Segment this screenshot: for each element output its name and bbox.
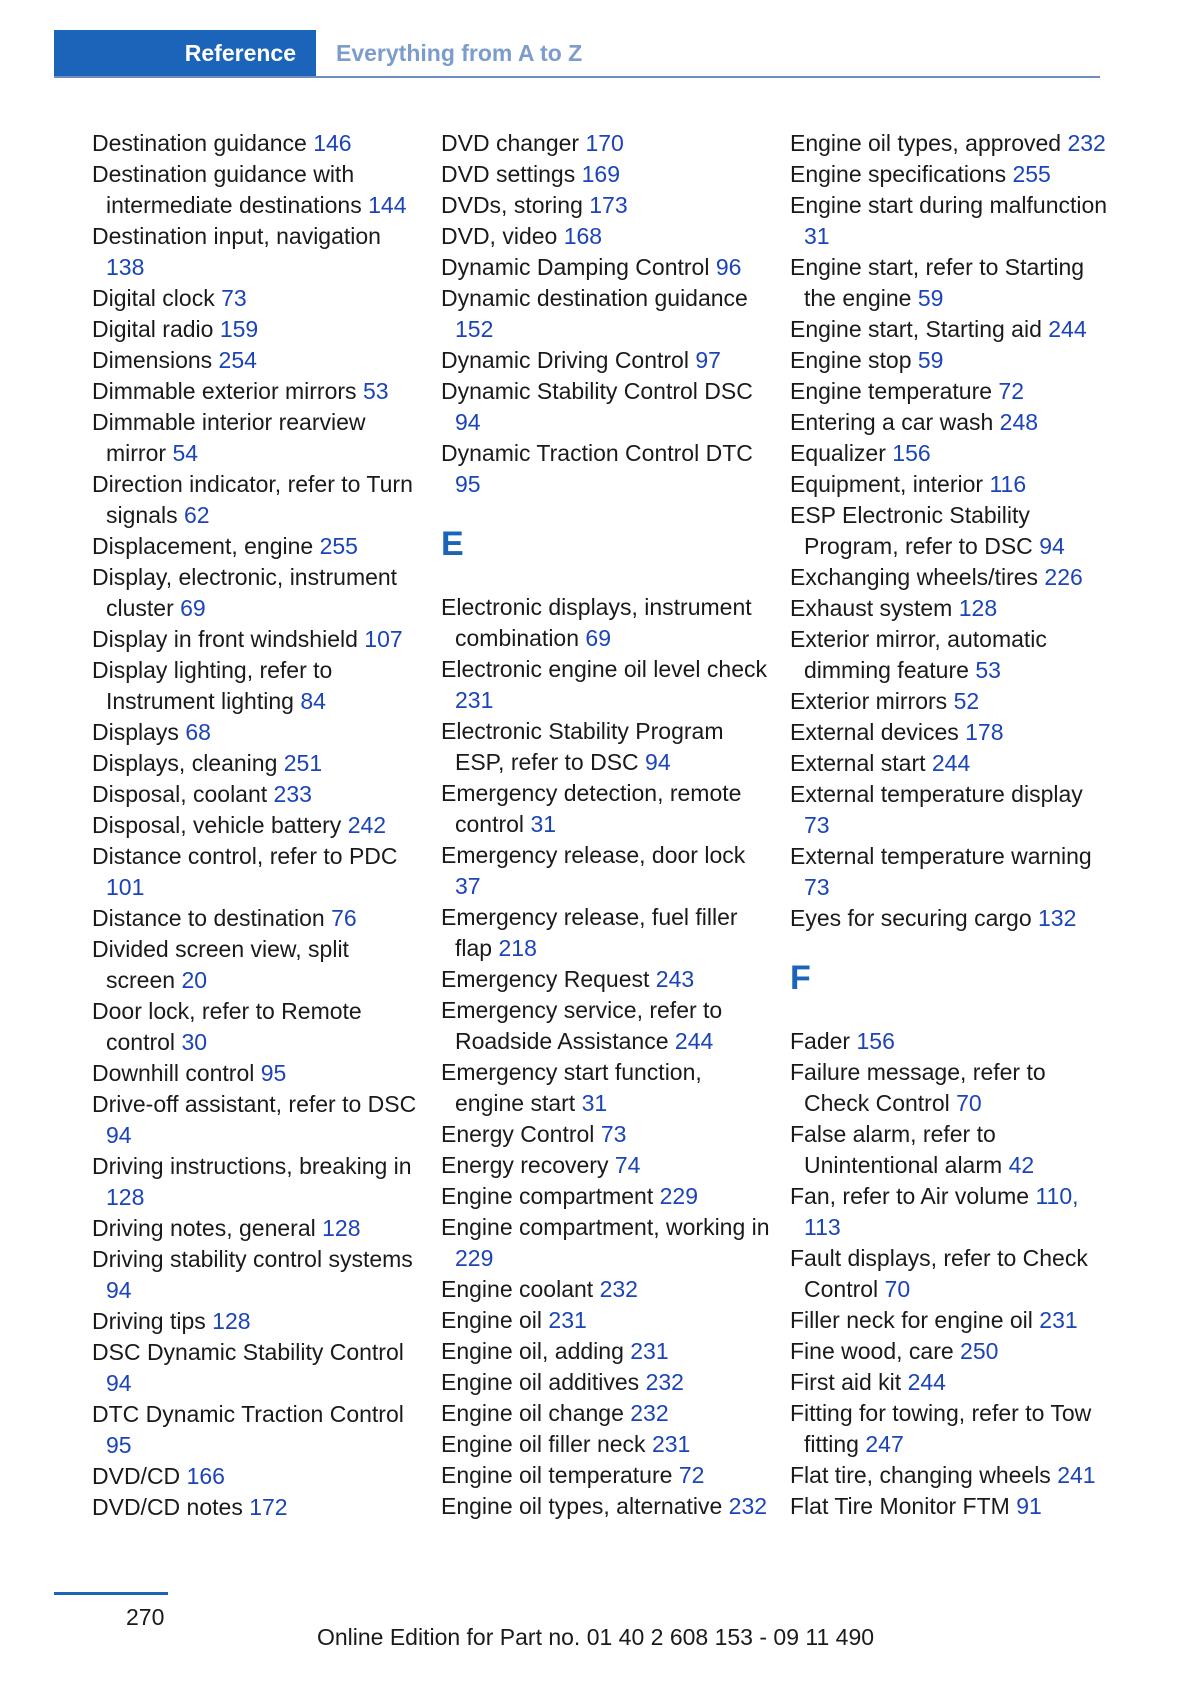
index-term: Energy Control — [441, 1121, 601, 1147]
page-reference-link[interactable]: 74 — [614, 1152, 641, 1178]
index-term: Entering a car wash — [790, 409, 1000, 435]
page-reference-link[interactable]: 231 — [630, 1338, 669, 1364]
index-entry — [92, 469, 422, 531]
page-reference-link[interactable]: 231 — [1039, 1307, 1078, 1333]
index-term: Exchanging wheels/tires — [790, 564, 1045, 590]
page-reference-link[interactable]: 226 — [1044, 564, 1083, 590]
index-entry — [790, 469, 1110, 500]
index-term: Displacement, engine — [92, 533, 320, 559]
index-entry — [92, 1058, 422, 1089]
index-term: Engine temperature — [790, 378, 999, 404]
index-term: Downhill control — [92, 1060, 261, 1086]
page-reference-link[interactable]: 168 — [563, 223, 603, 249]
index-entry — [790, 314, 1110, 345]
index-entry — [441, 902, 771, 964]
index-entry — [441, 964, 771, 995]
index-term: Dynamic Damping Control — [441, 254, 716, 280]
page-reference-link[interactable]: 94 — [106, 1277, 132, 1303]
page-reference-link[interactable]: 97 — [695, 347, 721, 373]
page-reference-link[interactable]: 255 — [1012, 161, 1051, 187]
page-reference-link[interactable]: 128 — [322, 1215, 361, 1241]
page-reference-link[interactable]: 31 — [804, 223, 830, 249]
page-reference-link[interactable]: 178 — [965, 719, 1004, 745]
index-term: Engine oil temperature — [441, 1462, 679, 1488]
index-term: External devices — [790, 719, 966, 745]
page-reference-link[interactable]: 107 — [364, 626, 403, 652]
index-entry — [441, 190, 771, 221]
index-term: Engine oil types, alternative — [441, 1493, 729, 1519]
index-entry — [92, 1089, 422, 1151]
index-entry — [92, 1337, 422, 1399]
index-entry — [441, 1119, 771, 1150]
index-term: Driving stability control systems — [92, 1246, 413, 1272]
index-entry — [92, 1399, 422, 1461]
page-reference-link[interactable]: 156 — [856, 1028, 895, 1054]
index-entry — [92, 903, 422, 934]
index-term: DVDs, storing — [441, 192, 590, 218]
page-reference-link[interactable]: 229 — [455, 1245, 494, 1271]
page-reference-link[interactable]: 128 — [106, 1184, 145, 1210]
index-term: Direction indicator, refer to Turn signals — [92, 471, 413, 528]
page-reference-link[interactable]: 68 — [185, 719, 211, 745]
index-entry — [790, 1057, 1110, 1119]
page-reference-link[interactable]: 233 — [273, 781, 312, 807]
page-reference-link[interactable]: 173 — [589, 192, 628, 218]
index-term: Display, electronic, instrument cluster — [92, 564, 398, 621]
page-reference-link[interactable]: 244 — [907, 1369, 946, 1395]
index-entry — [441, 1212, 771, 1274]
page-reference-link[interactable]: 128 — [958, 595, 998, 621]
page-reference-link[interactable]: 156 — [892, 440, 931, 466]
index-entry — [92, 624, 422, 655]
index-term: ESP Electronic Stability Program, refer to DSC — [790, 502, 1040, 559]
index-entry — [92, 1492, 422, 1523]
page-reference-link[interactable]: 250 — [960, 1338, 999, 1364]
page-reference-link[interactable]: 232 — [630, 1400, 669, 1426]
page-reference-link[interactable]: 20 — [181, 967, 208, 993]
index-entry — [790, 841, 1110, 903]
footer-rule — [54, 1592, 168, 1595]
index-term: Emergency detection, remote control — [441, 780, 742, 837]
index-term: Driving tips — [92, 1308, 213, 1334]
index-term: Exterior mirror, automatic dimming feature — [790, 626, 1047, 683]
page-reference-link[interactable]: 247 — [865, 1431, 904, 1457]
page-reference-link[interactable]: 69 — [180, 595, 206, 621]
page-reference-link[interactable]: 132 — [1038, 905, 1077, 931]
index-term: DVD/CD notes — [92, 1494, 250, 1520]
index-entry — [790, 1491, 1110, 1522]
index-term: DSC Dynamic Stability Control — [92, 1339, 404, 1365]
page-reference-link[interactable]: 91 — [1016, 1493, 1042, 1519]
page-reference-link[interactable]: 69 — [585, 625, 612, 651]
page-reference-link[interactable]: 232 — [645, 1369, 684, 1395]
index-column-2 — [441, 128, 771, 1522]
index-term: Emergency Request — [441, 966, 656, 992]
index-term: Displays, cleaning — [92, 750, 284, 776]
page-reference-link[interactable]: 53 — [975, 657, 1001, 683]
index-entry — [790, 624, 1110, 686]
index-term: First aid kit — [790, 1369, 908, 1395]
index-term: Dimmable exterior mirrors — [92, 378, 363, 404]
edition-note: Online Edition for Part no. 01 40 2 608 153 - 09 11 490 — [316, 1624, 875, 1650]
index-term: Distance to destination — [92, 905, 332, 931]
index-entry — [790, 1398, 1110, 1460]
index-term: Eyes for securing cargo — [790, 905, 1039, 931]
index-term: Flat tire, changing wheels — [790, 1462, 1058, 1488]
index-term: Engine oil, adding — [441, 1338, 631, 1364]
page-reference-link[interactable]: 94 — [1039, 533, 1065, 559]
page-reference-link[interactable]: 42 — [1008, 1152, 1035, 1178]
page-reference-link[interactable]: 255 — [319, 533, 358, 559]
page-reference-link[interactable]: 73 — [221, 285, 247, 311]
index-entry — [790, 1243, 1110, 1305]
index-entry — [790, 407, 1110, 438]
index-entry — [441, 1460, 771, 1491]
index-entry — [790, 903, 1110, 934]
page-reference-link[interactable]: 231 — [455, 687, 494, 713]
page-reference-link[interactable]: 152 — [455, 316, 494, 342]
index-term: Filler neck for engine oil — [790, 1307, 1040, 1333]
index-term: Dynamic Stability Control DSC — [441, 378, 753, 404]
index-term: Exhaust system — [790, 595, 959, 621]
index-entry — [92, 128, 422, 159]
page-reference-link[interactable]: 31 — [530, 811, 557, 837]
section-title: Everything from A to Z — [336, 39, 583, 66]
index-entry — [92, 717, 422, 748]
index-entry — [441, 778, 771, 840]
page-reference-link[interactable]: 70 — [884, 1276, 911, 1302]
index-entry — [92, 407, 422, 469]
page-reference-link[interactable]: 128 — [212, 1308, 251, 1334]
index-entry — [441, 159, 771, 190]
page-reference-link[interactable]: 73 — [600, 1121, 627, 1147]
page-header — [54, 30, 1100, 78]
index-letter-heading: F — [790, 959, 811, 997]
index-entry — [790, 376, 1110, 407]
index-entry — [92, 779, 422, 810]
index-term: Emergency service, refer to Roadside Assistance — [441, 997, 723, 1054]
page-reference-link[interactable]: 138 — [106, 254, 145, 280]
index-term: Display in front windshield — [92, 626, 365, 652]
index-entry — [92, 1244, 422, 1306]
index-term: Engine specifications — [790, 161, 1013, 187]
page-reference-link[interactable]: 242 — [347, 812, 387, 838]
index-term: Emergency release, door lock — [441, 842, 746, 868]
index-entry — [92, 376, 422, 407]
page-reference-link[interactable]: 172 — [249, 1494, 288, 1520]
page-reference-link[interactable]: 72 — [998, 378, 1024, 404]
index-term: Drive-off assistant, refer to DSC — [92, 1091, 417, 1117]
index-term: Engine stop — [790, 347, 918, 373]
page-reference-link[interactable]: 59 — [917, 347, 944, 373]
page-reference-link[interactable]: 94 — [106, 1122, 132, 1148]
index-term: External temperature warning — [790, 843, 1092, 869]
index-entry — [92, 841, 422, 903]
index-term: Displays — [92, 719, 186, 745]
page-reference-link[interactable]: 76 — [331, 905, 357, 931]
index-entry — [790, 1367, 1110, 1398]
page-reference-link[interactable]: 94 — [106, 1370, 132, 1396]
index-entry — [790, 1305, 1110, 1336]
index-term: Electronic engine oil level check — [441, 656, 768, 682]
index-entry — [441, 1336, 771, 1367]
page-reference-link[interactable]: 70 — [956, 1090, 982, 1116]
index-term: DVD settings — [441, 161, 582, 187]
index-term: Dynamic Driving Control — [441, 347, 696, 373]
index-entry — [441, 283, 771, 345]
index-entry — [92, 531, 422, 562]
index-term: Engine oil change — [441, 1400, 631, 1426]
index-entry — [92, 221, 422, 283]
page-reference-link[interactable]: 94 — [645, 749, 671, 775]
page-reference-link[interactable]: 254 — [218, 347, 257, 373]
index-term: Dynamic destination guidance — [441, 285, 748, 311]
index-term: Dimensions — [92, 347, 219, 373]
page-reference-link[interactable]: 37 — [455, 873, 481, 899]
index-term: Engine oil — [441, 1307, 549, 1333]
index-entry — [92, 655, 422, 717]
index-entry — [441, 252, 771, 283]
index-entry — [790, 686, 1110, 717]
index-term: Disposal, coolant — [92, 781, 274, 807]
index-term: Driving instructions, breaking in — [92, 1153, 412, 1179]
index-term: Driving notes, general — [92, 1215, 323, 1241]
page-reference-link[interactable]: 146 — [313, 130, 352, 156]
index-column-3 — [790, 128, 1110, 1522]
index-entry — [790, 562, 1110, 593]
index-term: Destination guidance with intermediate destinations — [92, 161, 369, 218]
index-entry — [92, 562, 422, 624]
index-term: Engine start during malfunction — [790, 192, 1108, 218]
page-reference-link[interactable]: 101 — [106, 874, 145, 900]
page-reference-link[interactable]: 232 — [599, 1276, 638, 1302]
index-term: Digital radio — [92, 316, 220, 342]
index-entry — [441, 840, 771, 902]
index-entry — [790, 345, 1110, 376]
index-term: DVD, video — [441, 223, 564, 249]
index-entry — [441, 221, 771, 252]
page-reference-link[interactable]: 96 — [715, 254, 742, 280]
index-term: Exterior mirrors — [790, 688, 954, 714]
page-reference-link[interactable]: 54 — [172, 440, 199, 466]
index-entry — [790, 500, 1110, 562]
index-entry — [441, 716, 771, 778]
index-entry — [441, 654, 771, 716]
index-term: False alarm, refer to Unintentional alarm — [790, 1121, 1009, 1178]
index-term: DVD changer — [441, 130, 586, 156]
index-term: Fine wood, care — [790, 1338, 961, 1364]
page-reference-link[interactable]: 232 — [1067, 130, 1106, 156]
index-term: Engine coolant — [441, 1276, 600, 1302]
index-entry — [441, 1274, 771, 1305]
index-entry — [790, 779, 1110, 841]
index-entry — [441, 438, 771, 500]
index-entry — [790, 593, 1110, 624]
index-term: Fitting for towing, refer to Tow fitting — [790, 1400, 1092, 1457]
index-entry — [790, 1026, 1110, 1057]
index-entry — [790, 128, 1110, 159]
index-term: Electronic Stability Program ESP, refer to DSC — [441, 718, 724, 775]
index-entry — [92, 314, 422, 345]
page-reference-link[interactable]: 31 — [581, 1090, 608, 1116]
index-term: Equalizer — [790, 440, 893, 466]
index-term: Fan, refer to Air volume — [790, 1183, 1036, 1209]
index-term: Dynamic Traction Control DTC — [441, 440, 753, 466]
index-entry — [441, 592, 771, 654]
index-entry — [92, 934, 422, 996]
index-entry — [790, 438, 1110, 469]
index-term: Engine compartment — [441, 1183, 660, 1209]
index-entry — [790, 159, 1110, 190]
page-reference-link[interactable]: 229 — [659, 1183, 698, 1209]
page-reference-link[interactable]: 95 — [106, 1432, 132, 1458]
index-entry — [441, 1491, 771, 1522]
index-term: Digital clock — [92, 285, 222, 311]
index-entry — [790, 748, 1110, 779]
page-reference-link[interactable]: 243 — [655, 966, 695, 992]
page-reference-link[interactable]: 53 — [362, 378, 389, 404]
index-term: Distance control, refer to PDC — [92, 843, 398, 869]
index-term: Dimmable interior rearview mirror — [92, 409, 366, 466]
page-reference-link[interactable]: 244 — [674, 1028, 714, 1054]
index-term: Disposal, vehicle battery — [92, 812, 348, 838]
index-entry — [441, 1429, 771, 1460]
page-reference-link[interactable]: 84 — [300, 688, 326, 714]
index-entry — [441, 1150, 771, 1181]
index-entry — [790, 1181, 1110, 1243]
index-entry — [441, 128, 771, 159]
page-reference-link[interactable]: 248 — [999, 409, 1039, 435]
index-entry — [790, 1460, 1110, 1491]
page-reference-link[interactable]: 169 — [581, 161, 620, 187]
page-reference-link[interactable]: 159 — [219, 316, 259, 342]
index-term: DTC Dynamic Traction Control — [92, 1401, 404, 1427]
index-entry — [92, 159, 422, 221]
page-reference-link[interactable]: 30 — [181, 1029, 208, 1055]
index-term: Energy recovery — [441, 1152, 615, 1178]
page-reference-link[interactable]: 144 — [368, 192, 407, 218]
index-column-1 — [92, 128, 422, 1523]
index-term: DVD/CD — [92, 1463, 187, 1489]
index-letter-heading: E — [441, 525, 464, 563]
index-entry — [441, 1398, 771, 1429]
index-term: Divided screen view, split screen — [92, 936, 349, 993]
index-entry — [92, 345, 422, 376]
page-reference-link[interactable]: 166 — [186, 1463, 225, 1489]
index-entry — [92, 283, 422, 314]
index-term: Engine oil additives — [441, 1369, 646, 1395]
page-reference-link[interactable]: 95 — [260, 1060, 287, 1086]
index-term: Emergency start function, engine start — [441, 1059, 702, 1116]
index-entry — [441, 995, 771, 1057]
page-number: 270 — [126, 1604, 165, 1630]
page-reference-link[interactable]: 251 — [283, 750, 323, 776]
page-reference-link[interactable]: 232 — [728, 1493, 768, 1519]
page-reference-link[interactable]: 218 — [498, 935, 537, 961]
index-entry — [441, 376, 771, 438]
page-reference-link[interactable]: 231 — [651, 1431, 691, 1457]
index-term: External temperature display — [790, 781, 1083, 807]
index-term: Engine start, Starting aid — [790, 316, 1049, 342]
page-reference-link[interactable]: 95 — [455, 471, 481, 497]
index-term: Destination input, navigation — [92, 223, 381, 249]
index-term: Electronic displays, instrument combination — [441, 594, 752, 651]
index-term: Failure message, refer to Check Control — [790, 1059, 1046, 1116]
page-reference-link[interactable]: 59 — [917, 285, 944, 311]
index-entry — [441, 345, 771, 376]
index-entry — [790, 717, 1110, 748]
index-entry — [441, 1367, 771, 1398]
page-reference-link[interactable]: 244 — [931, 750, 971, 776]
page-reference-link[interactable]: 94 — [455, 409, 481, 435]
page-reference-link[interactable]: 244 — [1048, 316, 1087, 342]
index-term: Destination guidance — [92, 130, 314, 156]
index-entry — [92, 810, 422, 841]
page-reference-link[interactable]: 73 — [804, 874, 830, 900]
page-reference-link[interactable]: 52 — [953, 688, 980, 714]
index-term: Emergency release, fuel filler flap — [441, 904, 738, 961]
index-term: Equipment, interior — [790, 471, 990, 497]
index-term: External start — [790, 750, 932, 776]
index-entry — [790, 190, 1110, 252]
index-entry — [441, 1181, 771, 1212]
index-term: Fault displays, refer to Check Control — [790, 1245, 1088, 1302]
index-term: Flat Tire Monitor FTM — [790, 1493, 1017, 1519]
index-term: Engine start, refer to Starting the engine — [790, 254, 1085, 311]
index-entry — [790, 252, 1110, 314]
index-entry — [92, 1306, 422, 1337]
index-entry — [441, 1057, 771, 1119]
index-entry — [92, 748, 422, 779]
index-term: Fader — [790, 1028, 857, 1054]
page-reference-link[interactable]: 170 — [585, 130, 624, 156]
index-entry — [441, 1305, 771, 1336]
page-reference-link[interactable]: 62 — [183, 502, 210, 528]
index-term: Display lighting, refer to Instrument lighting — [92, 657, 333, 714]
index-term: Engine oil types, approved — [790, 130, 1068, 156]
page-reference-link[interactable]: 110, 113 — [804, 1183, 1079, 1240]
page-reference-link[interactable]: 241 — [1057, 1462, 1096, 1488]
index-term: Engine compartment, working in — [441, 1214, 770, 1240]
index-entry — [790, 1119, 1110, 1181]
index-term: Door lock, refer to Remote control — [92, 998, 362, 1055]
index-entry — [92, 1461, 422, 1492]
index-entry — [790, 1336, 1110, 1367]
page-reference-link[interactable]: 72 — [678, 1462, 705, 1488]
index-term: Engine oil filler neck — [441, 1431, 652, 1457]
page-reference-link[interactable]: 231 — [548, 1307, 587, 1333]
index-entry — [92, 1213, 422, 1244]
section-tab: Reference — [54, 30, 316, 76]
index-entry — [92, 1151, 422, 1213]
page-reference-link[interactable]: 73 — [804, 812, 830, 838]
page-reference-link[interactable]: 116 — [989, 471, 1027, 497]
index-entry — [92, 996, 422, 1058]
